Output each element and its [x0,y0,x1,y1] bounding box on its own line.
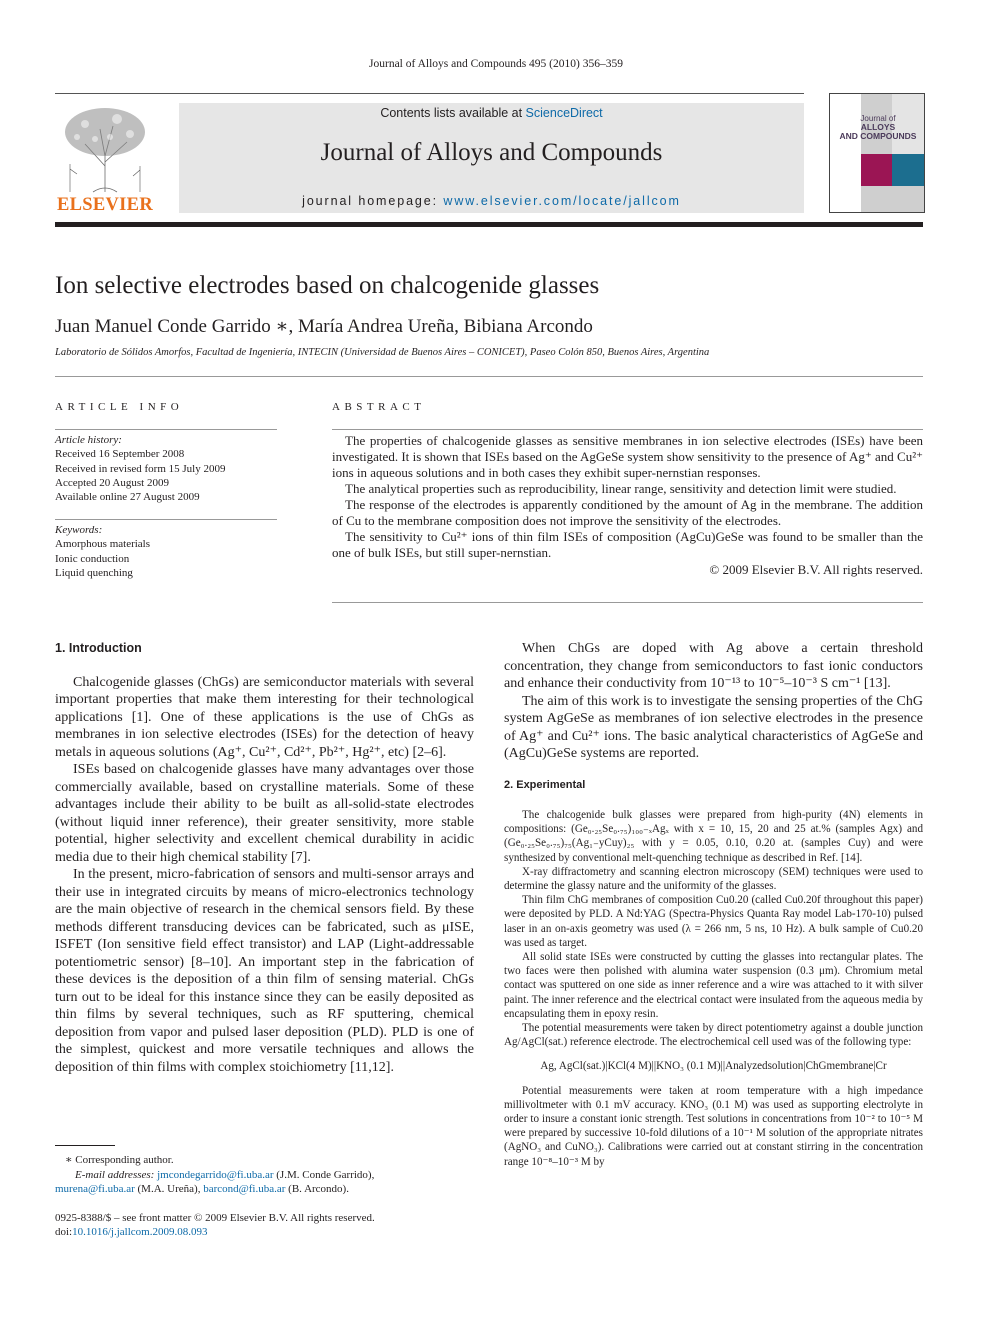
paragraph: Thin film ChG membranes of composition Cu0.20 (called Cu0.20f throughout this paper) were deposited by PLD. A Nd:YAG (Spectra-Physics Quanta Ray model Lab-170-10) pulsed laser in an on-axis geometry was used (λ = 266 nm, 5 ns, 10 Hz). A bulk sample of Cu0.20 was used as target. [504,894,923,949]
paragraph: When ChGs are doped with Ag above a certain threshold concentration, they change from semiconductors to fast ionic conductors and enhance their conductivity from 10⁻¹³ to 10⁻⁵–10⁻³ S cm⁻¹ [13]. [504,641,923,691]
paragraph: Potential measurements were taken at room temperature with a high impedance millivoltmeter with 0.1 mV accuracy. KNO₃ (0.1 M) was used as supporting electrolyte in order to insure a constant ionic strength. Test solutions in concentrations from 10⁻² to 10⁻⁵ M were prepared by successive 10-fold dilutions of a 10⁻¹ M solution of the appropriate nitrates (AgNO₃ and CuNO₃). Calibrations were carried out at constant stirring in the concentration range 10⁻⁸–10⁻³ M by [504,1084,923,1168]
journal-masthead [179,103,804,213]
abstract-paragraph: The properties of chalcogenide glasses as sensitive membranes in ion selective electrodes (ISEs) have been investigated. It is shown that ISEs based on the AgGeSe system show sensitivity to the presence of Ag⁺ and Cu²⁺ ions in aqueous solutions and in both cases they exhibit super-nernstian responses. [332,433,923,480]
homepage-link[interactable]: www.elsevier.com/locate/jallcom [443,194,681,208]
history-item: Accepted 20 August 2009 [55,476,169,489]
email-line: murena@fi.uba.ar (M.A. Ureña), barcond@fi.uba.ar (B. Arcondo). [55,1183,349,1195]
doi-link[interactable]: 10.1016/j.jallcom.2009.08.093 [72,1226,208,1238]
history-item: Available online 27 August 2009 [55,491,200,504]
article-title: Ion selective electrodes based on chalcogenide glasses [55,272,600,299]
paragraph: In the present, micro-fabrication of sensors and multi-sensor arrays and their use in integrated circuits by means of micro-electronics technology are the main objective of research in the chemical sensors field. By these methods different transducing devices can be fabricated, such as μISE, ISFET (Ion sensitive field effect transistor) and LAP (Light-addressable potentiometric sensor) [8–10]. An important step in the fabrication of these devices is the deposition of a thin film of sensing material. ChGs turn out to be ideal for this instance since they can be easily deposited as thin films by several techniques, such as RF sputtering, chemical deposition from vapor and pulsed laser deposition (PLD). PLD is one of the simplest, quickest and more versatile techniques and allows the deposition of thin films with complex stoichiometry [11,12]. [55,867,474,1075]
paragraph: Chalcogenide glasses (ChGs) are semiconductor materials with several important properties that make them interesting for their technological applications [1]. One of these applications is the use of ChGs as membranes in ion selective electrodes (ISEs) for the detection of heavy metals in aqueous solutions (Ag⁺, Cu²⁺, Cd²⁺, Pb²⁺, Hg²⁺, etc) [2–6]. [55,674,474,760]
keyword: Amorphous materials [55,538,151,551]
journal-name: Journal of Alloys and Compounds [320,139,663,166]
keyword: Liquid quenching [55,566,133,579]
section-heading: 1. Introduction [55,641,142,655]
email-link[interactable]: barcond@fi.uba.ar [203,1183,286,1195]
copyright: © 2009 Elsevier B.V. All rights reserved. [709,562,923,577]
article-info-heading: ARTICLE INFO [55,401,184,413]
cover-title: Journal of ALLOYS AND COMPOUNDS [839,114,917,141]
corresponding-author: ∗ Corresponding author. [65,1154,174,1166]
divider [55,376,923,377]
abstract-paragraph: The response of the electrodes is apparently conditioned by the amount of Ag in the membrane. The addition of Cu to the membrane composition does not improve the sensitivity of the electrodes. [332,497,923,528]
elsevier-logo [55,104,155,216]
header-rule [55,93,804,94]
divider [55,519,277,520]
elsevier-tree-icon [55,104,155,194]
email-link[interactable]: jmcondegarrido@fi.uba.ar [157,1168,274,1181]
publisher-name: ELSEVIER [57,195,153,215]
sciencedirect-link[interactable]: ScienceDirect [525,106,603,120]
email-line: E-mail addresses: jmcondegarrido@fi.uba.ar (J.M. Conde Garrido), [75,1168,375,1181]
journal-citation: Journal of Alloys and Compounds 495 (2010) 356–359 [369,58,623,70]
left-column [55,640,474,1076]
divider [332,602,923,603]
journal-cover-thumbnail [829,93,925,213]
abstract-paragraph: The analytical properties such as reproducibility, linear range, sensitivity and detection limit were studied. [345,481,897,496]
divider [55,429,277,430]
footnote-rule [55,1145,115,1146]
paragraph: ISEs based on chalcogenide glasses have many advantages over those commercially available, based on crystalline materials. Some of these advantages include their ability to be built as all-solid-state electrodes (without liquid inner reference), their greater sensitivity, more stable potential, higher selectivity and excellent chemical durability in acidic media due to their high chemical stability [7]. [55,762,474,865]
paragraph: The potential measurements were taken by direct potentiometry against a double junction Ag/AgCl(sat.) reference electrode. The electrochemical cell used was of the following type: [504,1022,923,1049]
header-thick-rule [55,222,923,227]
paragraph: All solid state ISEs were constructed by cutting the glasses into rectangular plates. The two faces were then polished with alumina water suspension (0.3 μm). Chromium metal contact was sputtered on one side as inner reference and a wire was attached to it with silver paint. The inner reference and the electrical contact were insulated from the aqueous media by encapsulating them in epoxy resin. [504,951,923,1020]
section-heading: 2. Experimental [504,778,586,791]
keyword: Ionic conduction [55,552,130,565]
paragraph: X-ray diffractometry and scanning electron microscopy (SEM) techniques were used to determine the glassy nature and the uniformity of the glasses. [504,865,923,893]
article-authors: Juan Manuel Conde Garrido ∗, María Andrea Ureña, Bibiana Arcondo [55,316,593,337]
paragraph: The chalcogenide bulk glasses were prepared from high-purity (4N) elements in compositions: (Ge₀.₂₅Se₀.₇₅)₁₀₀₋ₓAgₓ with x = 10, 15, 20 and 25 at.% (samples Agx) and (Ge₀.₂₅Se₀.₇₅)₇₅(Ag₁₋yCuy)₂₅ with y = 0.05, 0.10, 0.20 at. (samples Cuy) and were synthesized by conventional melt-quenching technique as described in Ref. [14]. [504,809,923,864]
keywords: Keywords: Amorphous materials Ionic conduction Liquid quenching [55,523,277,580]
author-affiliation: Laboratorio de Sólidos Amorfos, Facultad de Ingeniería, INTECIN (Universidad de Buenos Aires – CONICET), Paseo Colón 850, Buenos Aires, Argentina [55,347,710,358]
footnotes [55,1153,495,1240]
issn-line: 0925-8388/$ – see front matter © 2009 Elsevier B.V. All rights reserved. [55,1211,375,1224]
history-item: Received in revised form 15 July 2009 [55,462,226,475]
abstract-heading: ABSTRACT [332,401,426,413]
journal-homepage: journal homepage: www.elsevier.com/locate/jallcom [302,194,681,208]
email-link[interactable]: murena@fi.uba.ar [55,1183,135,1195]
cell-equation: Ag, AgCl(sat.)|KCl(4 M)||KNO₃ (0.1 M)||Analyzedsolution|ChGmembrane|Cr [540,1060,887,1073]
abstract-paragraph: The sensitivity to Cu²⁺ ions of thin film ISEs of composition (AgCu)GeSe was found to be smaller than the one of bulk ISEs, but still super-nernstian. [332,529,923,560]
divider [332,429,923,430]
contents-line: Contents lists available at ScienceDirect [380,106,603,120]
doi-line: doi:10.1016/j.jallcom.2009.08.093 [55,1226,208,1238]
right-column [504,640,923,1169]
article-history: Article history: Received 16 September 2008 Received in revised form 15 July 2009 Accepted 20 August 2009 Available online 27 August 2009 [55,433,277,504]
abstract-body [332,433,923,578]
history-item: Received 16 September 2008 [55,448,185,461]
paragraph: The aim of this work is to investigate the sensing properties of the ChG system AgGeSe as membranes of ion selective electrodes in the presence of Ag⁺ and Cu²⁺ ions. The basic analytical characteristics of AgGeSe and (AgCu)GeSe systems are reported. [504,693,923,761]
